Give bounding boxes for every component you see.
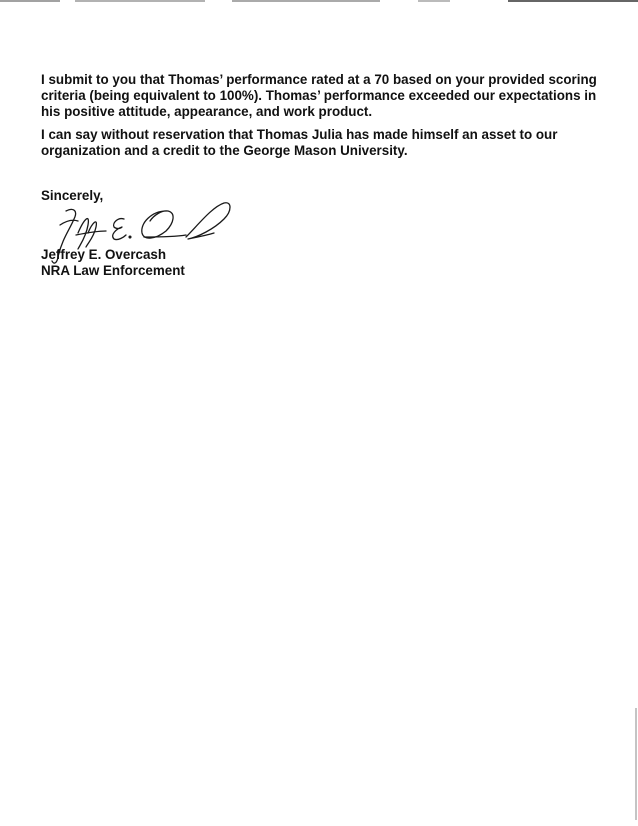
paragraph-recommendation: I can say without reservation that Thomas Julia has made himself an asset to our organization and a credit to the George Mason University. [41,127,558,158]
signer-name: Jeffrey E. Overcash [41,247,167,262]
signer-organization: NRA Law Enforcement [41,263,185,278]
scan-edge-marks [0,0,638,6]
letter-body [41,72,601,204]
paragraph-performance: I submit to you that Thomas’ performance rated at a 70 based on your provided scoring criteria (being equivalent to 100%). Thomas’ performance exceeded our expectations in his positive attitude, appearance, and work product. [41,72,597,119]
closing-salutation: Sincerely, [41,188,104,203]
scan-right-edge [631,700,638,826]
signer-block [41,247,185,279]
